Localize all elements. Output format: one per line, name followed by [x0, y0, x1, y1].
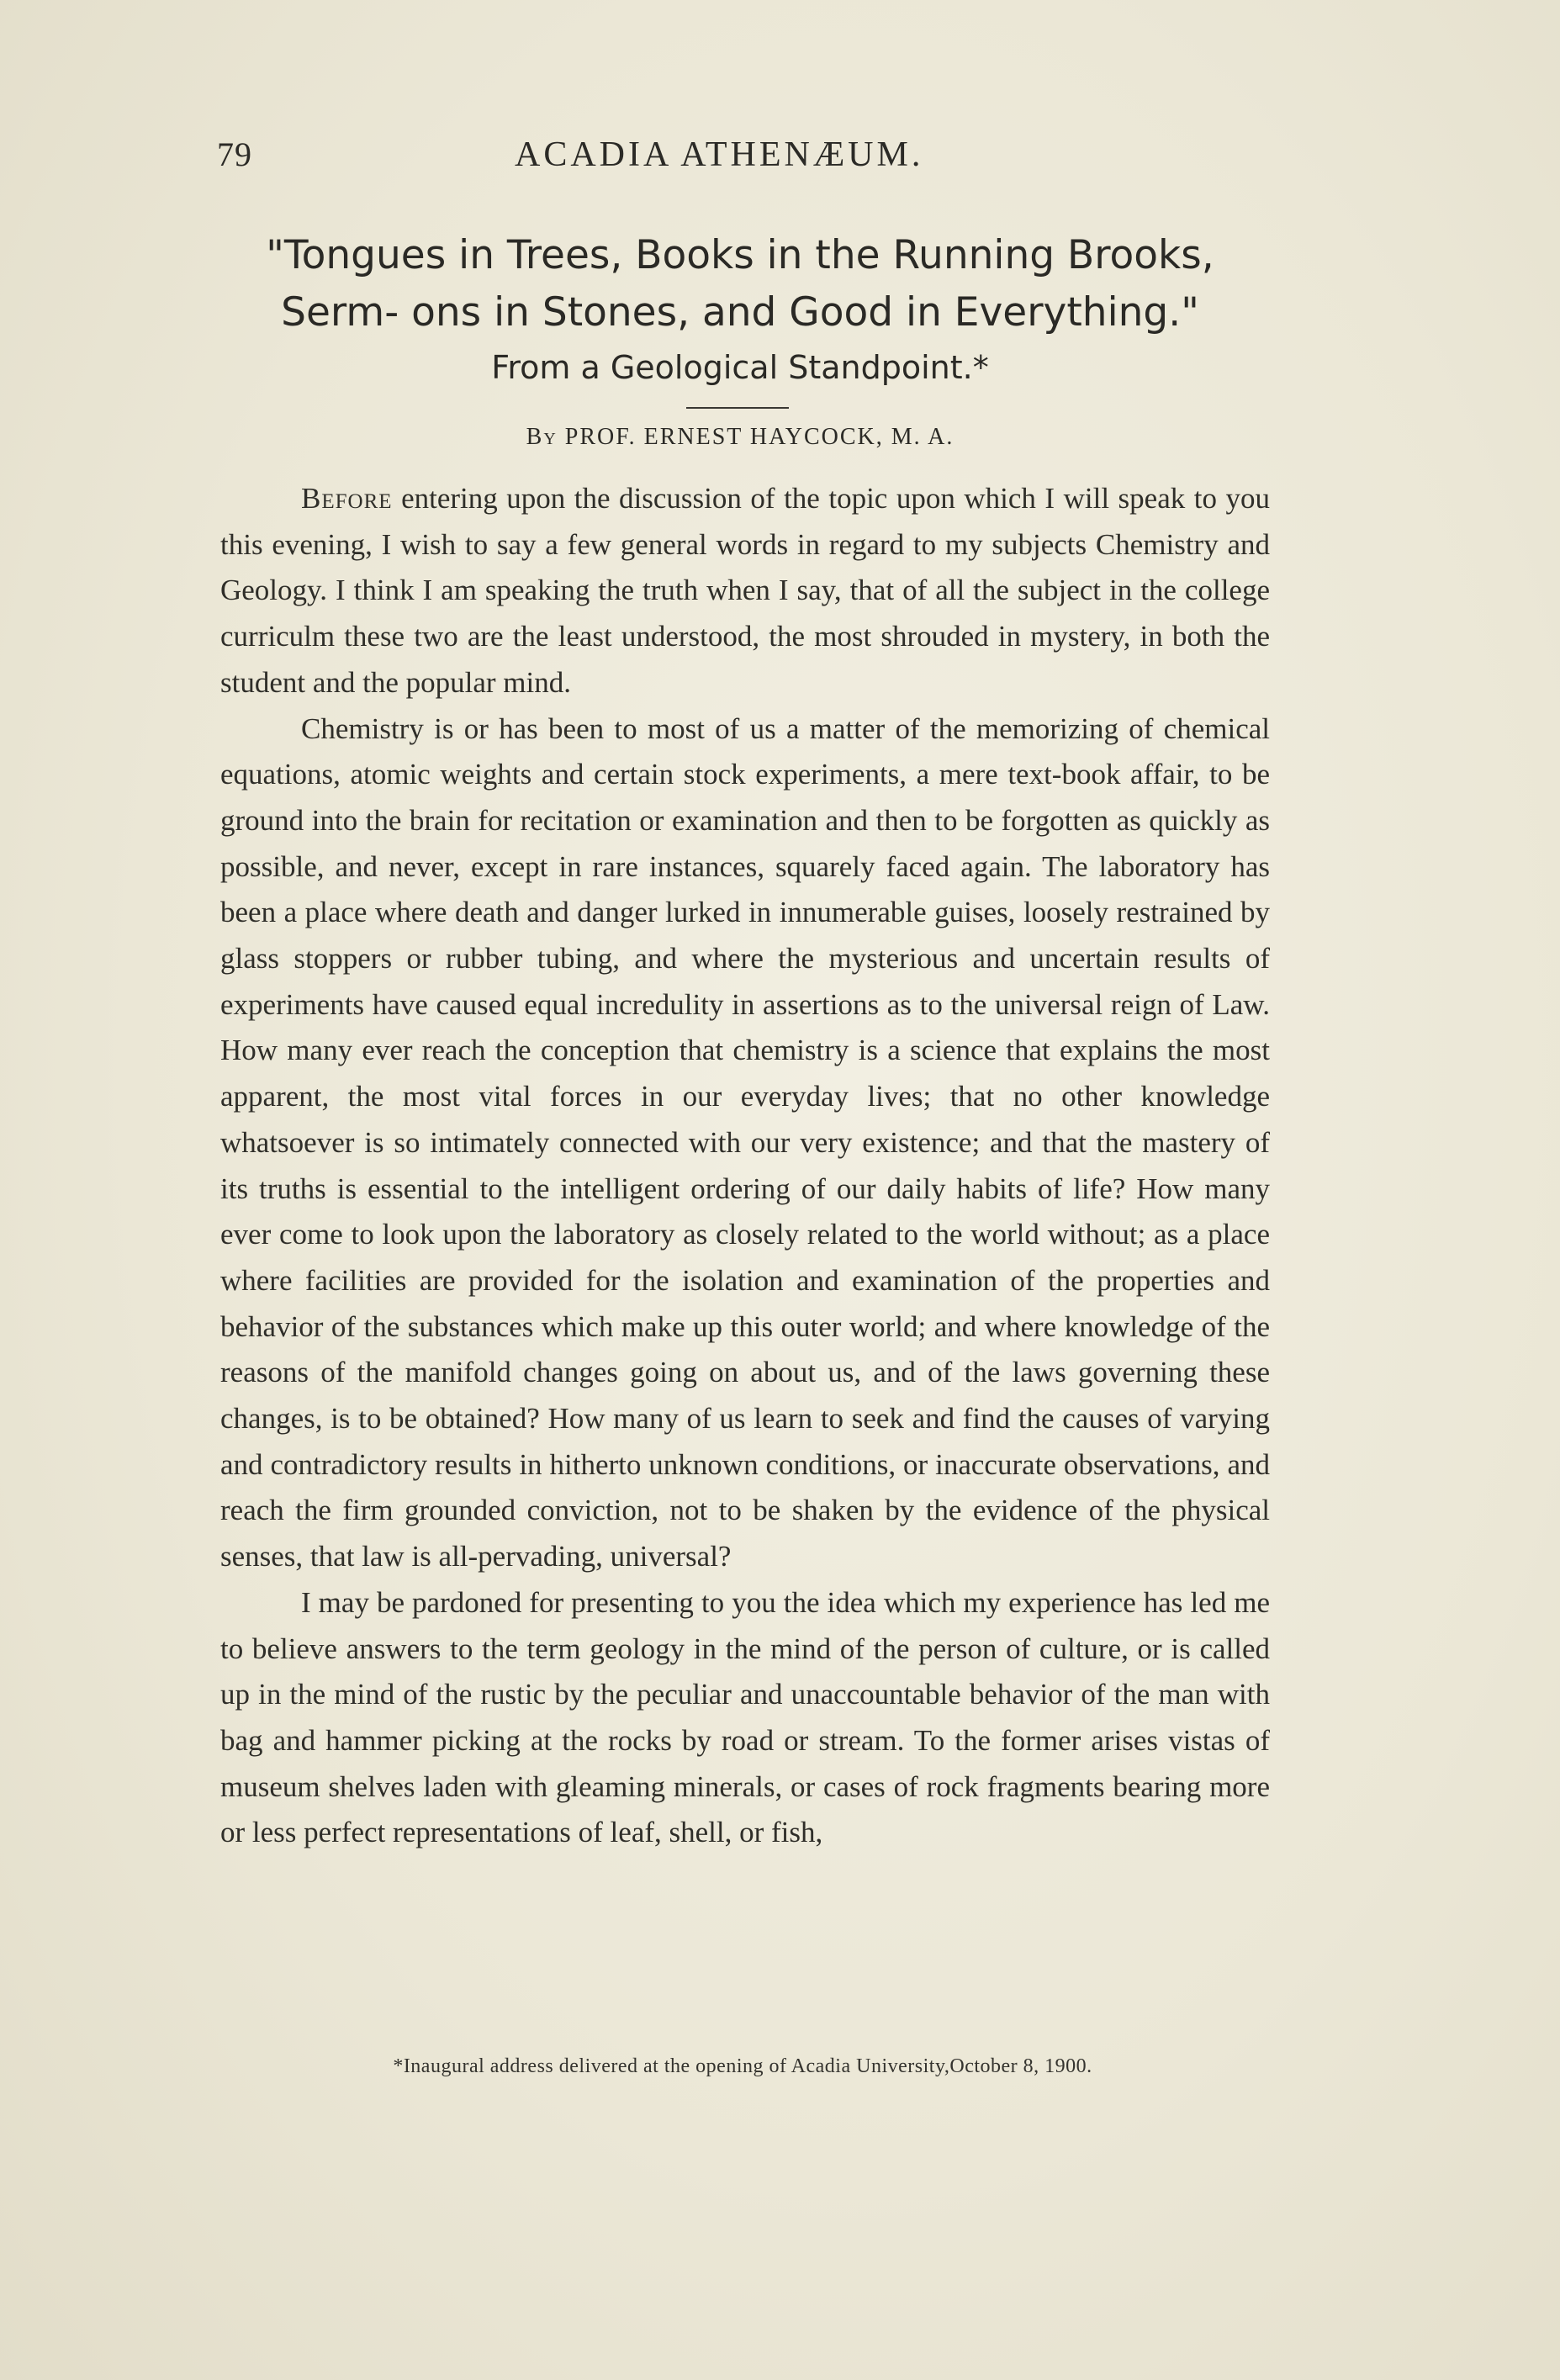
footnote: *Inaugural address delivered at the opening of Acadia University,October 8, 1900.: [393, 2055, 1092, 2077]
page-number: 79: [217, 135, 252, 173]
article-body: [220, 476, 1270, 1856]
paragraph-2: Chemistry is or has been to most of us a matter of the memorizing of chemical equations, atomic weights and certain stock experiments, a mere text-book affair, to be ground into the brain for recitation or examination and then to be forgotten as quickly as possible, and never, except in rare instances, squarely faced again. The laboratory has been a place where death and danger lurked in innumerable guises, loosely restrained by glass stoppers or rubber tubing, and where the mysterious and uncertain results of experiments have caused equal incredulity in assertions as to the universal reign of Law. How many ever reach the conception that chemistry is a science that explains the most apparent, the most vital forces in our everyday lives; that no other knowledge whatsoever is so intimately connected with our very existence; and that the mastery of its truths is essential to the intelligent ordering of our daily habits of life? How many ever come to look upon the laboratory as closely related to the world without; as a place where facilities are provided for the isolation and examination of the properties and behavior of the substances which make up this outer world; and where knowledge of the reasons of the manifold changes going on about us, and of the laws governing these changes, is to be obtained? How many of us learn to seek and find the causes of varying and contradictory results in hitherto unknown conditions, or inaccurate observations, and reach the firm grounded conviction, not to be shaken by the evidence of the physical senses, that law is all-pervading, universal?: [220, 711, 1270, 1573]
byline-prefix: By: [526, 424, 558, 450]
article-subtitle: From a Geological Standpoint.*: [491, 349, 989, 386]
journal-title: ACADIA ATHENÆUM.: [515, 135, 924, 174]
byline-author: PROF. ERNEST HAYCOCK, M. A.: [564, 424, 955, 450]
byline: [214, 420, 1266, 454]
title-divider: [686, 407, 789, 409]
paragraph-1-text: entering upon the discussion of the topic upon which I will speak to you this evening, I wish to say a few general words in regard to my subjects Chemistry and Geology. I think I am speaking the truth when I say, that of all the subject in the college curriculm these two are the least understood, the most shrouded in mystery, in both the student and the popular mind.: [220, 482, 1271, 699]
paragraph-1-lead: Before: [301, 482, 393, 515]
paragraph-1: [220, 476, 1270, 706]
running-head: [217, 135, 1310, 185]
paragraph-3: I may be pardoned for presenting to you the idea which my experience has led me to believe answers to the term geology in the mind of the person of culture, or is called up in the mind of the rustic by the peculiar and unaccountable behavior of the man with bag and hammer picking at the rocks by road or stream. To the former arises vistas of museum shelves laden with gleaming minerals, or cases of rock fragments bearing more or less perfect representations of leaf, shell, or fish,: [220, 1585, 1270, 1849]
article-title: "Tongues in Trees, Books in the Running Brooks, Serm- ons in Stones, and Good in Everything.": [266, 232, 1214, 336]
